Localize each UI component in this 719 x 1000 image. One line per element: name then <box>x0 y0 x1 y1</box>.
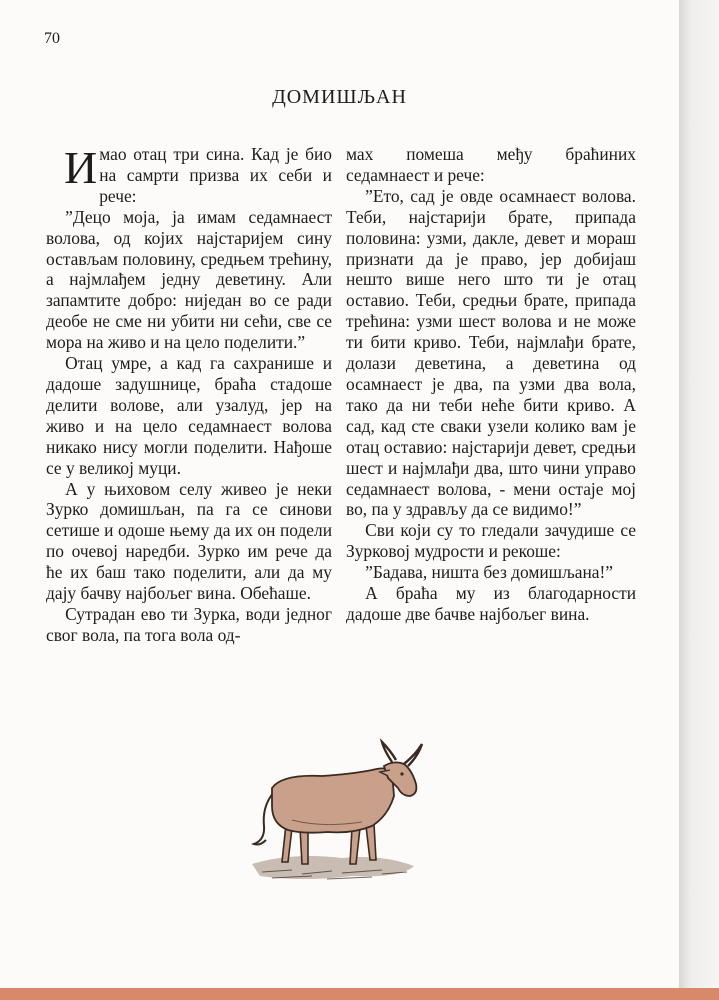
paragraph: Отац умре, а кад га сахранише и дадоше задушнице, браћа стадоше делити волове, али узалуд, јер на живо и на цело седамнаест волова никако нису могли поделити. Нађоше се у великој муци. <box>46 353 332 478</box>
background-strip <box>0 988 719 1000</box>
paragraph: ”Ето, сад је овде осамнаест волова. Теби, најстарији брате, припада половина: узми, дакле, девет и мораш признати да је право, јер добијаш нешто више него што ти је отац оставио. Теби, средњи брате, припада трећина: узми шест волова и не може ти бити криво. Теби, најмлађи брате, долази деветина, а деветина од осамнаест је два, па узми два вола, тако да ни теби неће бити криво. А сад, кад сте сваки узели колико вам је отац оставио: најстарији девет, средњи шест и најмлађи два, што чини управо седамнаест волова, - мени остаје мој во, па у здрављу да се видимо!” <box>346 185 636 520</box>
paragraph: ”Децо моја, ја имам седамнаест волова, од којих најстаријем сину остављам половину, средњем трећину, а најмлађем једну деветину. Али запамтите добро: ниједан во се ради деобе не сме ни убити ни сећи, све се мора на живо и на цело поделити.” <box>46 206 332 353</box>
paragraph: Сутрадан ево ти Зурка, води једног свог вола, па тога вола од- <box>46 603 332 645</box>
paragraph: А у њиховом селу живео је неки Зурко домишљан, па га се синови сетише и одоше њему да их он подели по очевој наредби. Зурко им рече да ће их баш тако поделити, али да му дају бачву најбољег вина. Обећаше. <box>46 478 332 604</box>
paragraph: мах помеша међу браћиних седамнаест и рече: <box>346 144 636 185</box>
right-column <box>346 144 636 625</box>
page-number: 70 <box>44 30 60 47</box>
paragraph: А браћа му из благодарности дадоше две бачве најбољег вина. <box>346 583 636 624</box>
paragraph-text: мао отац три сина. Кад је био на самрти призва их себи и рече: <box>99 144 332 206</box>
paragraph: ”Бадава, ништа без домишљана!” <box>365 562 613 583</box>
story-title: ДОМИШЉАН <box>272 86 407 108</box>
paragraph: Сви који су то гледали зачудише се Зурковој мудрости и рекоше: <box>346 520 636 562</box>
ground-shadow <box>252 856 414 879</box>
ox-tail <box>254 792 274 845</box>
page-gutter-shadow <box>679 0 719 988</box>
paragraph <box>46 144 332 207</box>
drop-cap: И <box>64 142 98 193</box>
left-column <box>46 144 332 646</box>
ox-icon <box>232 736 432 896</box>
ox-eye <box>400 772 403 775</box>
ox-body <box>272 768 394 832</box>
